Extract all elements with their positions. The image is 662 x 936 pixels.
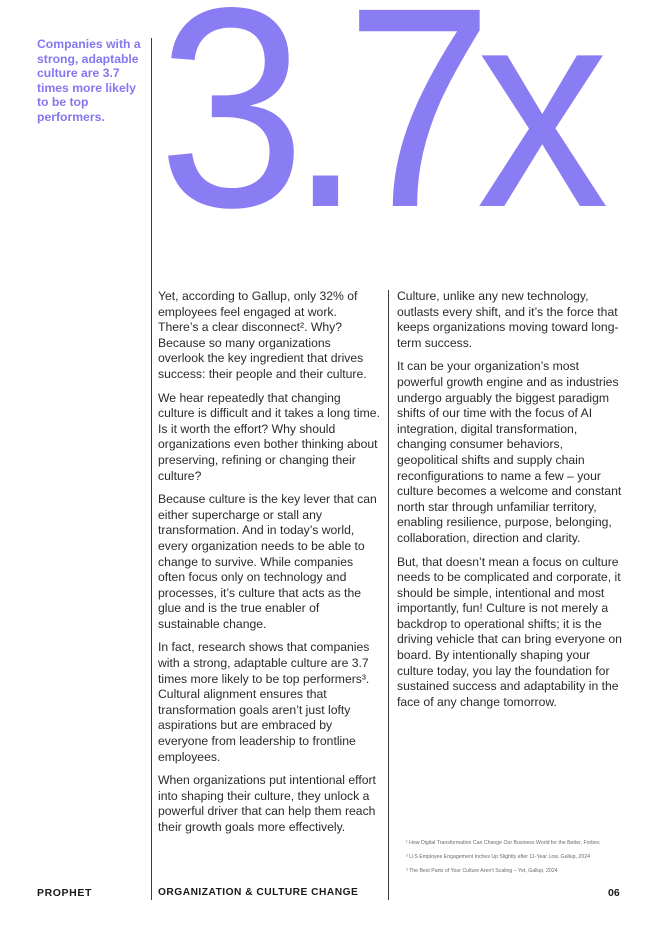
column-divider: [388, 290, 389, 900]
body-column-left: [158, 289, 380, 844]
body-column-right: [397, 289, 627, 718]
body-paragraph: We hear repeatedly that changing culture is difficult and it takes a long time. Is it worth the effort? Why should organizations even bother thinking about preserving, refining or changing their culture?: [158, 390, 380, 483]
page-number: 06: [608, 887, 620, 899]
footer-brand-logo: PROPHET: [37, 887, 92, 899]
left-vertical-divider: [151, 38, 152, 900]
body-paragraph: In fact, research shows that companies with a strong, adaptable culture are 3.7 times more likely to be top performers³. Cultural alignment ensures that transformation goals aren’t just lofty aspirations but are embraced by everyone from leadership to frontline employees.: [158, 640, 370, 764]
body-paragraph: When organizations put intentional effort into shaping their culture, they unlock a powerful driver that can help them reach their growth goals more effectively.: [158, 773, 376, 834]
body-paragraph: Yet, according to Gallup, only 32% of employees feel engaged at work. There’s a clear disconnect². Why? Because so many organizations overlook the key ingredient that drives success: their people and their culture.: [158, 289, 367, 381]
footnote: ² U.S Employee Engagement Inches Up Slightly after 11-Year Low, Gallup, 2024: [406, 854, 590, 860]
body-paragraph: Culture, unlike any new technology, outlasts every shift, and it’s the force that keeps organizations moving toward long-term success.: [397, 289, 619, 350]
footnotes: [406, 838, 606, 880]
body-paragraph: It can be your organization’s most powerful growth engine and as industries undergo arguably the biggest paradigm shifts of our time with the focus of AI integration, digital transformation, changing consumer behaviors, geopolitical shifts and supply chain reconfigurations to name a few – your culture becomes a welcome and constant north star through unfamiliar territory, enabling resilience, purpose, belonging, collaboration, direction and clarity.: [397, 359, 622, 545]
footnote: ¹ How Digital Transformation Can Change Our Business World for the Better, Forbes: [406, 840, 600, 846]
body-paragraph: But, that doesn’t mean a focus on culture needs to be complicated and corporate, it should be simple, intentional and most importantly, fun! Culture is not merely a backdrop to operational shifts; it is the driving vehicle that can bring everyone on board. By intentionally shaping your culture today, you lay the foundation for sustained success and adaptability in the face of any change tomorrow.: [397, 554, 622, 709]
body-paragraph: Because culture is the key lever that can either supercharge or stall any transformation. And in today’s world, every organization needs to be able to change to survive. While companies often focus only on technology and processes, it’s culture that acts as the glue and is the true enabler of sustainable change.: [158, 492, 377, 631]
pull-quote-callout: Companies with a strong, adaptable culture are 3.7 times more likely to be top performers.: [37, 37, 141, 124]
footnote: ³ The Best Parts of Your Culture Aren’t Scaling – Yet, Gallup, 2024: [406, 868, 558, 874]
hero-statistic: 3.7x: [158, 0, 593, 267]
footer-section-title: ORGANIZATION & CULTURE CHANGE: [158, 887, 359, 898]
